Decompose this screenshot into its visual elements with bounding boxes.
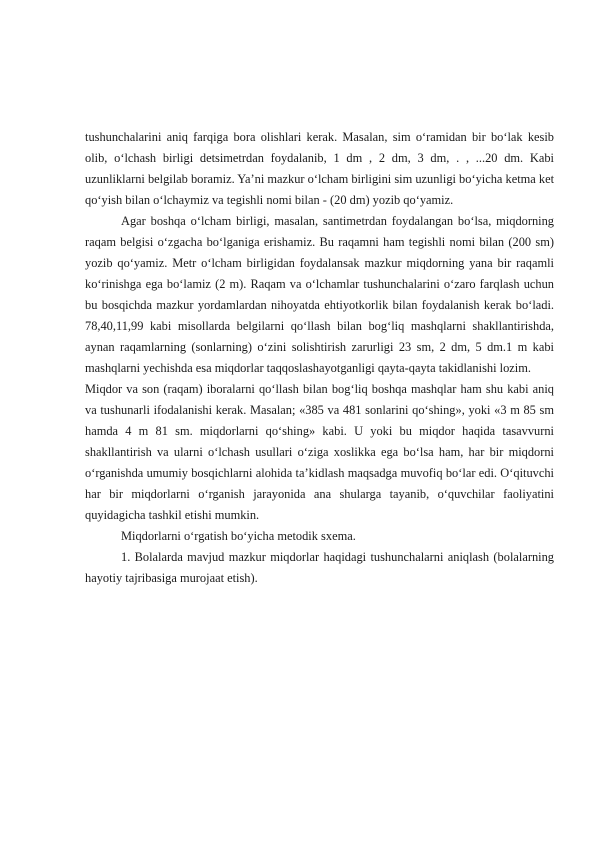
paragraph-4-heading: Miqdorlarni o‘rgatish bo‘yicha metodik sxema.: [121, 529, 356, 543]
document-body: [85, 127, 554, 589]
paragraph-1: tushunchalarini aniq farqiga bora olishlari kerak. Masalan, sim o‘ramidan bir bo‘lak kesib olib, o‘lchash birligi detsimetrdan foydalanib, 1 dm , 2 dm, 3 dm, . , ...20 dm. Kabi uzunliklarni belgilab boramiz. Ya’ni mazkur o‘lcham birligini sim uzunligi bo‘yicha ketma ket qo‘yish bilan o‘lchaymiz va tegishli nomi bilan - (20 dm) yozib qo‘yamiz.: [85, 130, 555, 207]
paragraph-3: Miqdor va son (raqam) iboralarni qo‘llash bilan bog‘liq boshqa mashqlar ham shu kabi aniq va tushunarli ifodalanishi kerak. Masalan; «385 va 481 sonlarini qo‘shing», yoki «3 m 85 sm hamda 4 m 81 sm. miqdorlarni qo‘shing» kabi. U yoki bu miqdor haqida tasavvurni shakllantirish va ularni o‘lchash usullari o‘ziga xoslikka ega bo‘lsa ham, har bir miqdorni o‘rganishda umumiy bosqichlarni alohida ta’kidlash maqsadga muvofiq bo‘lar edi. O‘qituvchi har bir miqdorlarni o‘rganish jarayonida ana shularga tayanib, o‘quvchilar faoliyatini quyidagicha tashkil etishi mumkin.: [85, 382, 554, 522]
paragraph-2: Agar boshqa o‘lcham birligi, masalan, santimetrdan foydalangan bo‘lsa, miqdorning raqam belgisi o‘zgacha bo‘lganiga erishamiz. Bu raqamni ham tegishli nomi bilan (200 sm) yozib qo‘yamiz. Metr o‘lcham birligidan foydalansak mazkur miqdorning yana bir raqamli ko‘rinishga ega bo‘lamiz (2 m). Raqam va o‘lchamlar tushunchalarini o‘zaro farqlash uchun bu bosqichda mazkur yordamlardan nihoyatda ehtiyotkorlik bilan foydalanish kerak bo‘ladi. 78,40,11,99 kabi misollarda belgilarni qo‘llash bilan bog‘liq mashqlarni shakllantirishda, aynan raqamlarning (sonlarning) o‘zini solishtirish zarurligi 23 sm, 2 dm, 5 dm.1 m kabi mashqlarni yechishda esa miqdorlar taqqoslashayotganligi qayta-qayta takidlanishi lozim.: [85, 214, 554, 375]
paragraph-5-list-item: 1. Bolalarda mavjud mazkur miqdorlar haqidagi tushunchalarni aniqlash (bolalarning hayotiy tajribasiga murojaat etish).: [85, 550, 554, 585]
